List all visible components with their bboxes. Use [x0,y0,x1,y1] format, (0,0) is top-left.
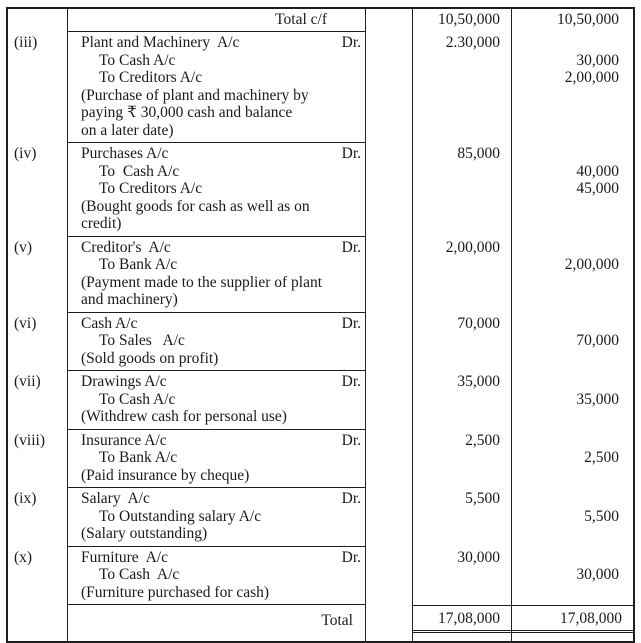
to-account-line [68,332,365,350]
dr-label: Dr. [341,490,361,507]
folio-cell [366,488,413,547]
particular-text: Drawings A/c [81,373,167,390]
particulars-cell [68,32,366,143]
credit-amount-blank [512,549,633,567]
debit-amount-cell [413,547,512,606]
entry-number-cell [8,488,68,547]
journal-entry-row [8,143,633,237]
particular-text: Purchases A/c [81,145,169,162]
entry-number: (v) [14,238,33,256]
particular-text: Plant and Machinery A/c [81,34,240,51]
particular-text: (Salary outstanding) [81,525,208,542]
folio-cell [366,143,413,237]
particular-text: Furniture A/c [81,548,168,566]
particular-text: (Paid insurance by cheque) [81,466,250,484]
narration-line [68,408,365,426]
particular-text: (Withdrew cash for personal use) [81,408,287,425]
entry-number: (x) [14,548,33,566]
total-debit-cell [413,605,512,641]
debit-amount: 70,000 [457,314,500,332]
credit-amount: 35,000 [576,390,619,408]
to-account-line [68,256,365,274]
credit-amount-cell [512,143,633,237]
particular-text: paying ₹ 30,000 cash and balance [81,104,293,121]
entry-number-cell [8,547,68,606]
credit-amount-cell [512,32,633,143]
journal-entry-row [8,488,633,547]
narration-line [68,122,365,140]
narration-line [68,274,365,292]
credit-amount-blank [512,34,633,52]
credit-amount-cell [512,430,633,489]
particular-text: credit) [81,215,122,232]
narration-line [68,467,365,485]
credit-amount-blank [512,432,633,450]
particulars-cell [68,313,366,372]
entry-number-cell [8,313,68,372]
credit-amount-blank [512,467,633,485]
credit-amount-cell [512,488,633,547]
account-line [68,239,365,257]
folio-cell [366,430,413,489]
folio-cell [366,371,413,430]
credit-amount-blank [512,122,633,140]
carry-forward-credit-amount: 10,50,000 [557,11,619,28]
particulars-cell [68,488,366,547]
particular-text: Cash A/c [81,314,138,332]
debit-amount-cell [413,488,512,547]
entry-number-cell [8,371,68,430]
credit-amount-cell [512,547,633,606]
particular-text: Insurance A/c [81,431,167,449]
folio-cell [366,237,413,313]
total-credit-cell [512,605,633,641]
narration-line [68,350,365,368]
entry-number: (ix) [14,490,37,507]
dr-label: Dr. [341,314,361,332]
credit-amount-blank [512,87,633,105]
debit-amount-cell [413,430,512,489]
entry-number-cell [8,32,68,143]
total-label: Total [68,605,366,641]
dr-label: Dr. [341,34,361,51]
debit-amount: 2.30,000 [445,34,500,51]
entry-number-cell [8,430,68,489]
to-account-line [68,180,365,198]
particular-text: Creditor's A/c [81,238,171,256]
particulars-cell [68,430,366,489]
journal-entry-row [8,371,633,430]
dr-label: Dr. [341,238,361,256]
entry-number-cell [8,143,68,237]
particular-text: To Cash A/c [99,162,180,180]
to-account-line [68,508,365,526]
credit-amount: 2,00,000 [564,256,619,273]
account-line [68,145,365,163]
particular-text: Salary A/c [81,490,150,507]
credit-amount: 5,500 [584,507,619,525]
credit-amount-blank [512,350,633,368]
particular-text: on a later date) [81,121,174,139]
credit-amount-blank [512,408,633,426]
debit-amount-cell [413,143,512,237]
narration-line [68,525,365,543]
credit-amount-blank [512,584,633,602]
narration-line [68,87,365,105]
dr-label: Dr. [341,373,361,390]
account-line [68,34,365,52]
journal-entry-row [8,313,633,372]
entry-number: (iii) [14,34,38,51]
credit-amount: 40,000 [576,162,619,180]
narration-line [68,198,365,216]
credit-amount-blank [512,291,633,309]
particular-text: To Bank A/c [99,256,178,273]
credit-amount: 30,000 [576,51,619,69]
particulars-cell [68,237,366,313]
journal-entry-row [8,547,633,606]
credit-amount-blank [512,239,633,257]
particular-text: and machinery) [81,291,178,308]
particular-text: (Purchase of plant and machinery by [81,86,309,104]
particular-text: (Sold goods on profit) [81,349,219,367]
double-rule [413,630,511,633]
dr-label: Dr. [341,548,361,566]
narration-line [68,291,365,309]
account-line [68,315,365,333]
credit-amount-blank [512,373,633,391]
debit-amount: 2,00,000 [445,238,500,256]
entry-number-cell [8,237,68,313]
entry-number-cell [8,605,68,641]
carry-forward-debit-amount: 10,50,000 [413,9,512,32]
account-line [68,432,365,450]
particular-text: To Cash A/c [99,566,180,583]
particular-text: To Outstanding salary A/c [99,507,262,525]
account-line [68,490,365,508]
total-debit-amount: 17,08,000 [438,610,500,627]
debit-amount: 5,500 [465,490,500,507]
particular-text: (Bought goods for cash as well as on [81,197,310,215]
entry-number: (vi) [14,314,37,332]
entry-number: (vii) [14,373,41,390]
to-account-line [68,449,365,467]
total-row [8,605,633,641]
folio-cell [366,313,413,372]
total-credit-amount: 17,08,000 [560,610,622,627]
journal-entries-table [6,7,635,643]
credit-amount: 2,00,000 [564,69,619,86]
particular-text: To Creditors A/c [99,69,203,86]
particular-text: (Payment made to the supplier of plant [81,273,323,291]
debit-amount: 2,500 [465,431,500,449]
debit-amount-cell [413,32,512,143]
journal-entries [8,32,633,605]
credit-amount-blank [512,145,633,163]
to-account-line [68,391,365,409]
credit-amount-blank [512,315,633,333]
account-line [68,549,365,567]
folio-cell [366,547,413,606]
particulars-cell [68,371,366,430]
particular-text: To Creditors A/c [99,180,203,197]
credit-amount-blank [512,525,633,543]
folio-cell [366,9,413,32]
folio-cell [366,32,413,143]
particulars-cell [68,547,366,606]
credit-amount: 70,000 [576,332,619,349]
credit-amount-blank [512,104,633,122]
double-rule [512,630,633,633]
credit-amount-blank [512,215,633,233]
dr-label: Dr. [341,431,361,449]
credit-amount-cell [512,313,633,372]
carry-forward-row [8,9,633,32]
particulars-cell [68,143,366,237]
particular-text: To Cash A/c [99,390,176,408]
particular-text: (Furniture purchased for cash) [81,583,270,601]
debit-amount: 85,000 [457,145,500,162]
debit-amount: 30,000 [457,548,500,566]
credit-amount-blank [512,198,633,216]
debit-amount-cell [413,371,512,430]
debit-amount-cell [413,237,512,313]
account-line [68,373,365,391]
to-account-line [68,69,365,87]
to-account-line [68,163,365,181]
narration-line [68,584,365,602]
credit-amount-cell [512,371,633,430]
credit-amount-blank [512,274,633,292]
particular-text: To Bank A/c [99,449,178,466]
narration-line [68,104,365,122]
journal-entry-row [8,430,633,489]
credit-amount-cell [512,237,633,313]
credit-amount: 45,000 [576,180,619,197]
debit-amount: 35,000 [457,373,500,390]
credit-amount: 2,500 [584,449,619,466]
carry-forward-label: Total c/f [68,9,366,32]
particular-text: To Cash A/c [99,51,176,69]
debit-amount-cell [413,313,512,372]
to-account-line [68,52,365,70]
folio-cell [366,605,413,641]
entry-number: (iv) [14,145,37,162]
entry-number: (viii) [14,431,45,449]
credit-amount-blank [512,490,633,508]
particular-text: To Sales A/c [99,332,185,349]
journal-entry-row [8,32,633,143]
to-account-line [68,566,365,584]
journal-entry-row [8,237,633,313]
entry-number-cell [8,9,68,32]
dr-label: Dr. [341,145,361,162]
credit-amount: 30,000 [576,566,619,583]
narration-line [68,215,365,233]
